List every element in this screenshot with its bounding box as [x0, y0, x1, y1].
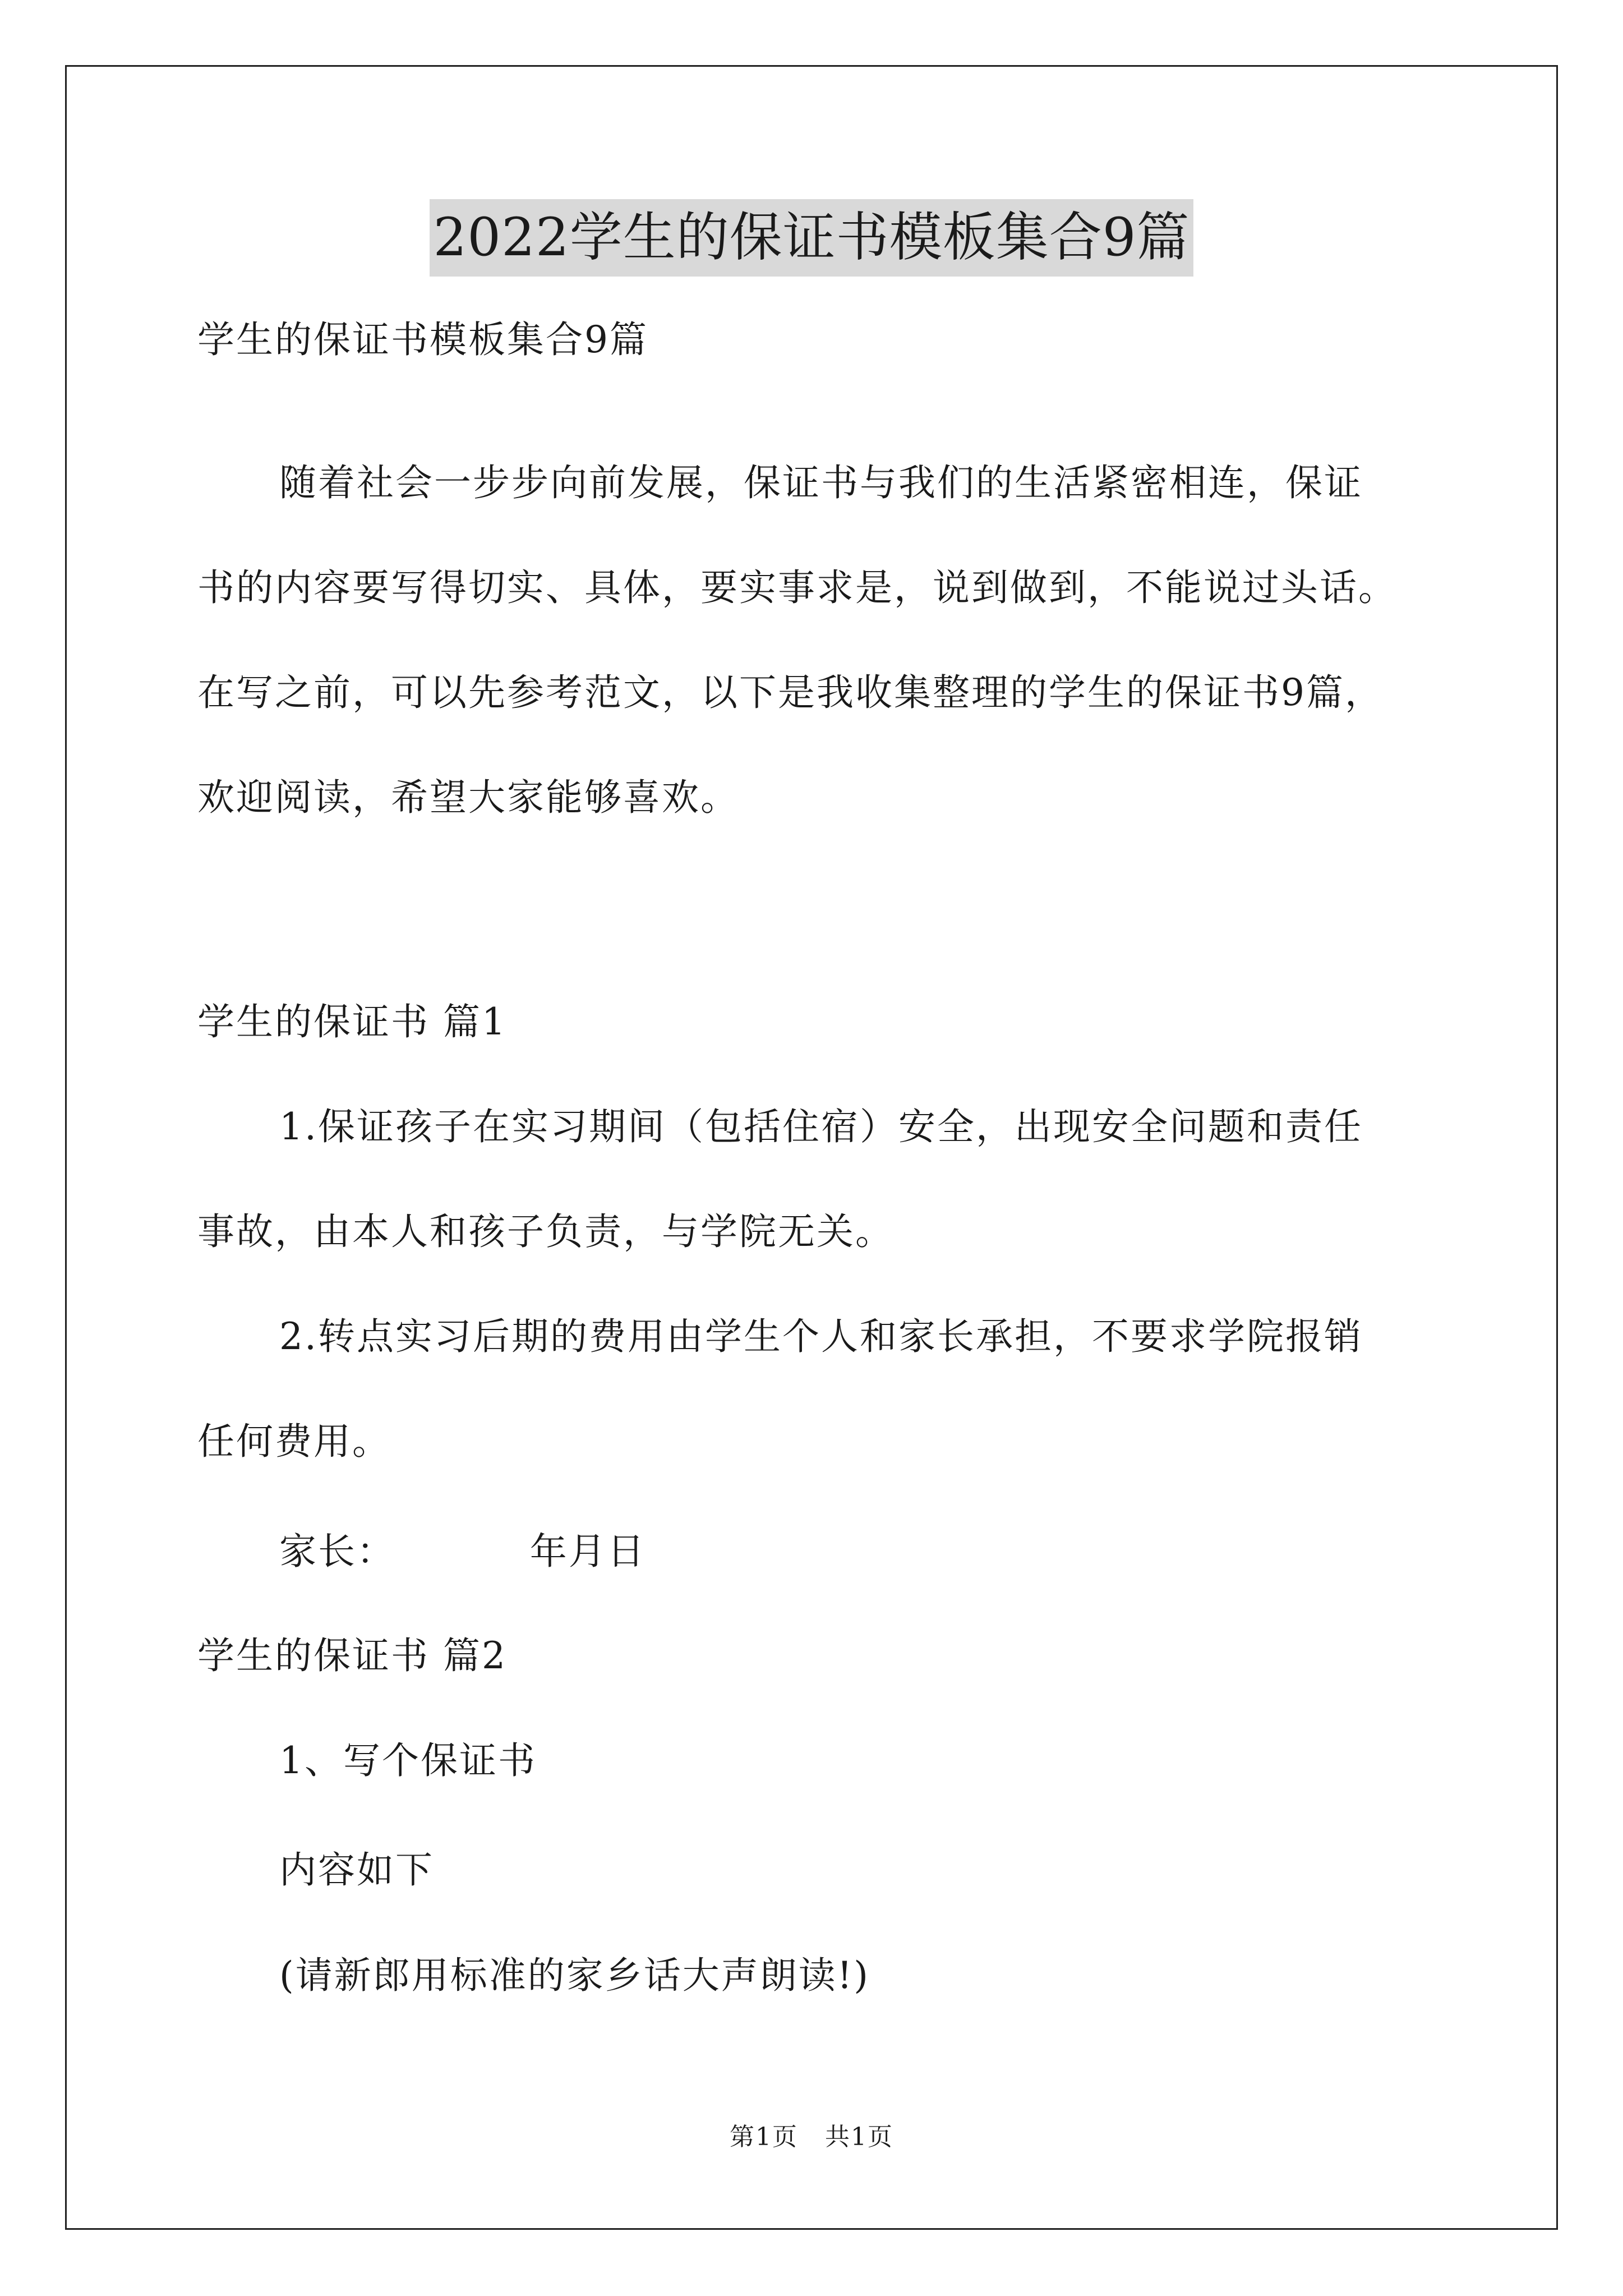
- document-title: 2022学生的保证书模板集合9篇: [430, 199, 1193, 277]
- subtitle-line: 学生的保证书模板集合9篇: [197, 318, 648, 361]
- page-number-footer: 第1页 共1页: [730, 2123, 893, 2151]
- body-line: 内容如下: [279, 1848, 434, 1892]
- body-line: 1.保证孩子在实习期间（包括住宿）安全，出现安全问题和责任: [279, 1105, 1363, 1148]
- body-line: 1、写个保证书: [279, 1739, 537, 1782]
- section-heading-2: 学生的保证书 篇2: [197, 1634, 507, 1677]
- intro-paragraph-line: 在写之前，可以先参考范文，以下是我收集整理的学生的保证书9篇，: [197, 671, 1384, 714]
- body-line: 2.转点实习后期的费用由学生个人和家长承担，不要求学院报销: [279, 1315, 1363, 1358]
- section-heading-1: 学生的保证书 篇1: [197, 1000, 507, 1043]
- intro-paragraph-line: 欢迎阅读，希望大家能够喜欢。: [197, 776, 739, 819]
- intro-paragraph-line: 书的内容要写得切实、具体，要实事求是，说到做到，不能说过头话。: [197, 566, 1397, 609]
- intro-paragraph-line: 随着社会一步步向前发展，保证书与我们的生活紧密相连，保证: [279, 461, 1363, 504]
- body-line: 事故，由本人和孩子负责，与学院无关。: [197, 1210, 894, 1253]
- title-container: [0, 199, 1623, 277]
- body-line: 任何费用。: [197, 1420, 391, 1463]
- signature-line: 家长： 年月日: [279, 1530, 646, 1573]
- body-line: (请新郎用标准的家乡话大声朗读!): [279, 1954, 870, 1997]
